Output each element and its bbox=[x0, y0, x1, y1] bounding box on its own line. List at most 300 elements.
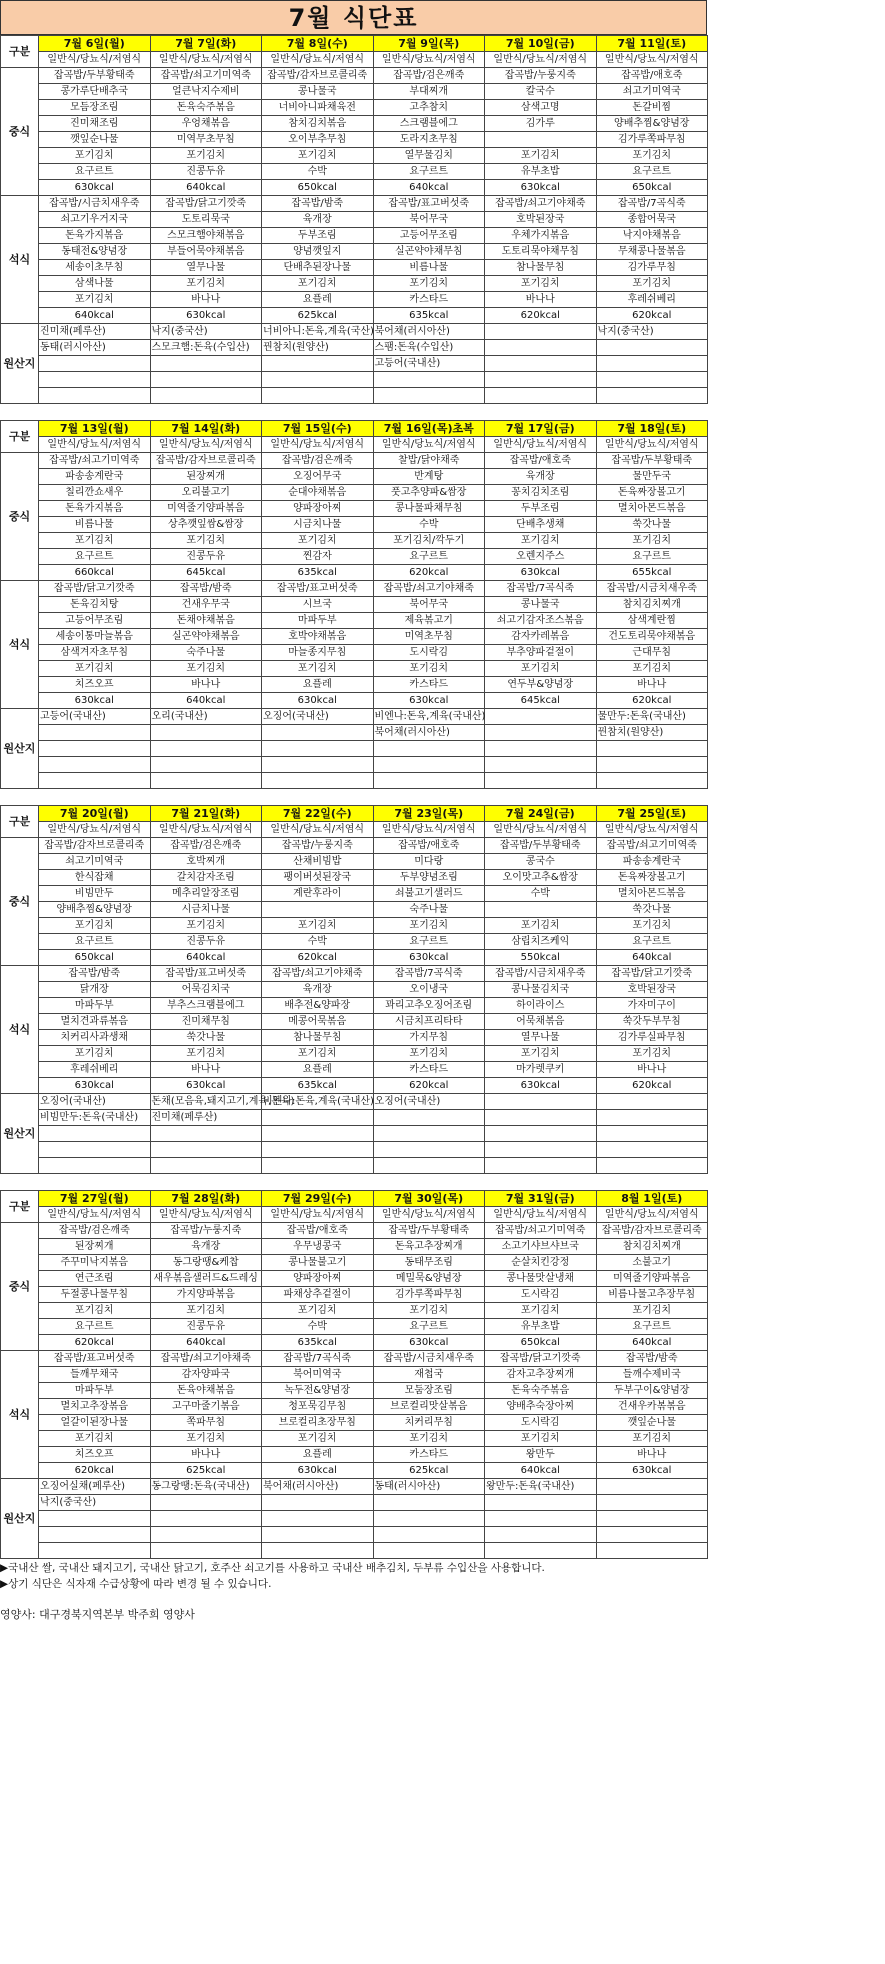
lunch-cell: 잡곡밥/검은깨죽 bbox=[150, 838, 262, 854]
origin-cell bbox=[373, 1158, 485, 1174]
origin-row bbox=[1, 1142, 708, 1158]
dinner-cell: 620kcal bbox=[485, 308, 597, 324]
notes bbox=[0, 1560, 707, 1592]
diet-type-row bbox=[1, 437, 708, 453]
origin-cell bbox=[39, 1142, 151, 1158]
dinner-cell: 녹두전&양념장 bbox=[262, 1383, 374, 1399]
dinner-cell: 종합어묵국 bbox=[596, 212, 708, 228]
dinner-cell: 630kcal bbox=[39, 693, 151, 709]
lunch-row bbox=[1, 148, 708, 164]
lunch-cell: 육개장 bbox=[150, 1239, 262, 1255]
origin-cell bbox=[373, 1511, 485, 1527]
dinner-cell: 마파두부 bbox=[39, 998, 151, 1014]
dinner-cell: 건도토리묵야채볶음 bbox=[596, 629, 708, 645]
date-cell: 7월 22일(수) bbox=[262, 806, 374, 822]
lunch-label: 중식 bbox=[1, 453, 39, 581]
lunch-cell: 635kcal bbox=[262, 1335, 374, 1351]
origin-cell bbox=[150, 388, 262, 404]
dinner-cell: 실곤약야채볶음 bbox=[150, 629, 262, 645]
date-cell: 7월 20일(월) bbox=[39, 806, 151, 822]
dinner-cell: 쑥갓나물 bbox=[150, 1030, 262, 1046]
diet-type-cell: 일반식/당뇨식/저염식 bbox=[262, 822, 374, 838]
origin-row bbox=[1, 1126, 708, 1142]
lunch-cell: 가지양파볶음 bbox=[150, 1287, 262, 1303]
origin-cell: 비엔나:돈육,계육(국내산) bbox=[262, 1094, 374, 1110]
dinner-cell: 치커리무침 bbox=[373, 1415, 485, 1431]
lunch-cell: 미역줄기양파볶음 bbox=[150, 501, 262, 517]
origin-cell: 꿘참치(원양산) bbox=[262, 340, 374, 356]
lunch-cell: 포기김치 bbox=[485, 148, 597, 164]
dinner-cell: 잡곡밥/시금치새우죽 bbox=[485, 966, 597, 982]
dinner-row bbox=[1, 966, 708, 982]
origin-cell: 진미채(페루산) bbox=[39, 324, 151, 340]
dinner-cell: 왕만두 bbox=[485, 1447, 597, 1463]
dinner-cell: 잡곡밥/7곡식죽 bbox=[596, 196, 708, 212]
dinner-cell: 포기김치 bbox=[485, 1431, 597, 1447]
dinner-cell: 630kcal bbox=[262, 1463, 374, 1479]
dinner-cell: 635kcal bbox=[262, 1078, 374, 1094]
origin-cell bbox=[262, 725, 374, 741]
origin-cell bbox=[262, 1158, 374, 1174]
diet-type-cell: 일반식/당뇨식/저염식 bbox=[150, 52, 262, 68]
dinner-cell: 포기김치 bbox=[596, 276, 708, 292]
lunch-cell: 요구르트 bbox=[39, 164, 151, 180]
lunch-cell: 파송송계란국 bbox=[596, 854, 708, 870]
lunch-cell: 비름나물 bbox=[39, 517, 151, 533]
lunch-cell: 미다랑 bbox=[373, 854, 485, 870]
lunch-cell: 요구르트 bbox=[373, 164, 485, 180]
dinner-cell: 근대무침 bbox=[596, 645, 708, 661]
dinner-cell: 후레쉬베리 bbox=[39, 1062, 151, 1078]
lunch-row bbox=[1, 950, 708, 966]
origin-cell bbox=[373, 372, 485, 388]
origin-cell bbox=[485, 725, 597, 741]
dinner-cell: 바나나 bbox=[150, 1062, 262, 1078]
lunch-cell: 진콩두유 bbox=[150, 934, 262, 950]
dinner-label: 석식 bbox=[1, 966, 39, 1094]
origin-cell bbox=[39, 1543, 151, 1559]
date-cell: 7월 10일(금) bbox=[485, 36, 597, 52]
lunch-cell: 칼국수 bbox=[485, 84, 597, 100]
dinner-cell: 잡곡밥/쇠고기야채죽 bbox=[262, 966, 374, 982]
lunch-cell: 630kcal bbox=[485, 565, 597, 581]
lunch-cell: 파송송계란국 bbox=[39, 469, 151, 485]
dinner-cell: 잡곡밥/7곡식죽 bbox=[485, 581, 597, 597]
lunch-cell bbox=[485, 902, 597, 918]
dinner-row bbox=[1, 1431, 708, 1447]
origin-row bbox=[1, 1527, 708, 1543]
date-cell: 7월 16일(목)초복 bbox=[373, 421, 485, 437]
lunch-cell: 스크램블에그 bbox=[373, 116, 485, 132]
date-cell: 7월 8일(수) bbox=[262, 36, 374, 52]
date-cell: 7월 17일(금) bbox=[485, 421, 597, 437]
lunch-cell: 635kcal bbox=[262, 565, 374, 581]
dinner-row bbox=[1, 1351, 708, 1367]
lunch-cell: 잡곡밥/쇠고기미역죽 bbox=[596, 838, 708, 854]
lunch-cell: 순살치킨강정 bbox=[485, 1255, 597, 1271]
dinner-cell: 낙지야채볶음 bbox=[596, 228, 708, 244]
lunch-cell: 단배추생채 bbox=[485, 517, 597, 533]
dinner-cell: 들깨수제비국 bbox=[596, 1367, 708, 1383]
dinner-cell: 돈육김치탕 bbox=[39, 597, 151, 613]
lunch-cell: 삼색고명 bbox=[485, 100, 597, 116]
dinner-cell: 620kcal bbox=[596, 693, 708, 709]
dinner-cell: 도토리묵야채무침 bbox=[485, 244, 597, 260]
origin-cell: 동태(러시아산) bbox=[373, 1479, 485, 1495]
date-cell: 7월 31일(금) bbox=[485, 1191, 597, 1207]
dinner-cell: 바나나 bbox=[596, 677, 708, 693]
dinner-cell: 스모크햄야채볶음 bbox=[150, 228, 262, 244]
lunch-cell: 쇠고기미역국 bbox=[39, 854, 151, 870]
lunch-cell: 요구르트 bbox=[596, 164, 708, 180]
diet-type-cell: 일반식/당뇨식/저염식 bbox=[373, 1207, 485, 1223]
origin-cell bbox=[150, 1511, 262, 1527]
lunch-row bbox=[1, 549, 708, 565]
diet-type-cell: 일반식/당뇨식/저염식 bbox=[150, 1207, 262, 1223]
origin-cell: 너비아니:돈육,계육(국산) bbox=[262, 324, 374, 340]
dinner-cell: 양배추숙장아찌 bbox=[485, 1399, 597, 1415]
lunch-row bbox=[1, 918, 708, 934]
lunch-row bbox=[1, 453, 708, 469]
dinner-cell: 들깨무채국 bbox=[39, 1367, 151, 1383]
dinner-cell: 잡곡밥/밤죽 bbox=[39, 966, 151, 982]
lunch-cell: 소불고기 bbox=[596, 1255, 708, 1271]
dinner-cell: 건새우무국 bbox=[150, 597, 262, 613]
dinner-cell: 630kcal bbox=[150, 308, 262, 324]
origin-cell: 고등어(국내산) bbox=[39, 709, 151, 725]
date-cell: 7월 23일(목) bbox=[373, 806, 485, 822]
dinner-row bbox=[1, 1399, 708, 1415]
lunch-cell: 오리불고기 bbox=[150, 485, 262, 501]
lunch-cell: 양파장아찌 bbox=[262, 501, 374, 517]
lunch-cell: 요구르트 bbox=[596, 934, 708, 950]
date-cell: 7월 6일(월) bbox=[39, 36, 151, 52]
lunch-cell: 잡곡밥/검은깨죽 bbox=[39, 1223, 151, 1239]
date-cell: 8월 1일(토) bbox=[596, 1191, 708, 1207]
origin-row bbox=[1, 1094, 708, 1110]
origin-cell bbox=[39, 1527, 151, 1543]
dinner-cell: 어묵채볶음 bbox=[485, 1014, 597, 1030]
origin-cell bbox=[39, 388, 151, 404]
dinner-cell: 바나나 bbox=[150, 677, 262, 693]
origin-row bbox=[1, 1543, 708, 1559]
diet-type-cell: 일반식/당뇨식/저염식 bbox=[596, 437, 708, 453]
dinner-cell: 브로컬리초장무침 bbox=[262, 1415, 374, 1431]
dinner-cell: 바나나 bbox=[150, 1447, 262, 1463]
dinner-cell: 치커리사과생채 bbox=[39, 1030, 151, 1046]
dinner-cell: 감자카레볶음 bbox=[485, 629, 597, 645]
lunch-cell: 포기김치 bbox=[262, 148, 374, 164]
dinner-cell: 620kcal bbox=[596, 1078, 708, 1094]
dinner-cell: 치즈오프 bbox=[39, 1447, 151, 1463]
origin-cell bbox=[150, 1495, 262, 1511]
lunch-cell: 640kcal bbox=[373, 180, 485, 196]
date-cell: 7월 21일(화) bbox=[150, 806, 262, 822]
lunch-cell: 잡곡밥/누룽지죽 bbox=[485, 68, 597, 84]
lunch-cell: 요구르트 bbox=[39, 549, 151, 565]
lunch-row bbox=[1, 1287, 708, 1303]
dinner-cell: 포기김치 bbox=[150, 276, 262, 292]
origin-cell bbox=[485, 356, 597, 372]
dinner-cell: 포기김치 bbox=[373, 1431, 485, 1447]
dinner-cell: 부들어묵야채볶음 bbox=[150, 244, 262, 260]
lunch-cell bbox=[262, 902, 374, 918]
lunch-cell: 된장찌개 bbox=[39, 1239, 151, 1255]
lunch-cell: 요구르트 bbox=[373, 1319, 485, 1335]
dinner-row bbox=[1, 1078, 708, 1094]
week-table bbox=[0, 420, 708, 789]
lunch-cell: 수박 bbox=[262, 1319, 374, 1335]
origin-cell bbox=[150, 356, 262, 372]
origin-cell bbox=[373, 1543, 485, 1559]
lunch-cell: 620kcal bbox=[262, 950, 374, 966]
lunch-cell: 요구르트 bbox=[39, 1319, 151, 1335]
dinner-cell: 630kcal bbox=[39, 1078, 151, 1094]
lunch-cell: 삼립치즈케익 bbox=[485, 934, 597, 950]
dinner-cell: 포기김치 bbox=[262, 661, 374, 677]
dinner-cell: 쇠고기우거지국 bbox=[39, 212, 151, 228]
dinner-label: 석식 bbox=[1, 196, 39, 324]
dinner-cell: 북어미역국 bbox=[262, 1367, 374, 1383]
lunch-cell: 산채비빔밥 bbox=[262, 854, 374, 870]
diet-type-cell: 일반식/당뇨식/저염식 bbox=[373, 52, 485, 68]
dinner-cell: 오이냉국 bbox=[373, 982, 485, 998]
lunch-row bbox=[1, 132, 708, 148]
lunch-cell: 포기김치 bbox=[485, 1303, 597, 1319]
dinner-cell: 연두부&양념장 bbox=[485, 677, 597, 693]
lunch-cell: 잡곡밥/쇠고기미역죽 bbox=[485, 1223, 597, 1239]
lunch-row bbox=[1, 934, 708, 950]
dinner-row bbox=[1, 613, 708, 629]
dinner-cell: 고구마줄기볶음 bbox=[150, 1399, 262, 1415]
dinner-cell: 포기김치 bbox=[262, 276, 374, 292]
diet-type-cell: 일반식/당뇨식/저염식 bbox=[150, 822, 262, 838]
dinner-cell: 가지무침 bbox=[373, 1030, 485, 1046]
lunch-cell: 포기김치 bbox=[39, 148, 151, 164]
lunch-cell: 반계탕 bbox=[373, 469, 485, 485]
date-cell: 7월 7일(화) bbox=[150, 36, 262, 52]
dinner-cell: 세송이통마늘볶음 bbox=[39, 629, 151, 645]
dinner-cell: 잡곡밥/7곡식죽 bbox=[262, 1351, 374, 1367]
origin-cell: 꿘참치(원양산) bbox=[596, 725, 708, 741]
origin-label: 원산지 bbox=[1, 1094, 39, 1174]
origin-cell bbox=[262, 1142, 374, 1158]
dinner-cell: 잡곡밥/시금치새우죽 bbox=[596, 581, 708, 597]
origin-row bbox=[1, 1511, 708, 1527]
origin-row bbox=[1, 709, 708, 725]
dinner-cell: 잡곡밥/밤죽 bbox=[150, 581, 262, 597]
dinner-row bbox=[1, 982, 708, 998]
lunch-cell: 너비아니파채육전 bbox=[262, 100, 374, 116]
origin-cell bbox=[262, 1527, 374, 1543]
dinner-cell: 미역초무침 bbox=[373, 629, 485, 645]
lunch-cell: 포기김치 bbox=[150, 1303, 262, 1319]
lunch-cell: 두부조림 bbox=[485, 501, 597, 517]
origin-cell bbox=[262, 388, 374, 404]
lunch-cell: 포기김치 bbox=[150, 918, 262, 934]
origin-row bbox=[1, 356, 708, 372]
lunch-cell: 630kcal bbox=[373, 1335, 485, 1351]
date-cell: 7월 29일(수) bbox=[262, 1191, 374, 1207]
date-cell: 7월 15일(수) bbox=[262, 421, 374, 437]
origin-cell bbox=[262, 372, 374, 388]
origin-cell bbox=[485, 1126, 597, 1142]
dinner-cell: 포기김치 bbox=[596, 1046, 708, 1062]
origin-cell bbox=[39, 1511, 151, 1527]
dinner-cell: 625kcal bbox=[150, 1463, 262, 1479]
lunch-cell: 660kcal bbox=[39, 565, 151, 581]
lunch-cell: 파채상추겉절이 bbox=[262, 1287, 374, 1303]
lunch-row bbox=[1, 1303, 708, 1319]
lunch-cell: 수박 bbox=[485, 886, 597, 902]
lunch-cell: 잡곡밥/애호죽 bbox=[485, 453, 597, 469]
origin-cell: 스모크햄:돈육(수입산) bbox=[150, 340, 262, 356]
dinner-cell: 잡곡밥/닭고기깟죽 bbox=[39, 581, 151, 597]
origin-cell bbox=[485, 1527, 597, 1543]
lunch-cell: 640kcal bbox=[150, 950, 262, 966]
origin-cell bbox=[485, 1495, 597, 1511]
lunch-cell: 620kcal bbox=[39, 1335, 151, 1351]
lunch-cell: 상추깻잎쌈&쌈장 bbox=[150, 517, 262, 533]
origin-cell bbox=[485, 741, 597, 757]
dinner-cell: 640kcal bbox=[150, 693, 262, 709]
dinner-cell: 635kcal bbox=[373, 308, 485, 324]
lunch-cell: 메추리알장조림 bbox=[150, 886, 262, 902]
lunch-cell: 참치김치볶음 bbox=[262, 116, 374, 132]
dinner-row bbox=[1, 276, 708, 292]
dinner-cell: 콩나물김치국 bbox=[485, 982, 597, 998]
dinner-cell: 호박된장국 bbox=[596, 982, 708, 998]
date-cell: 7월 28일(화) bbox=[150, 1191, 262, 1207]
lunch-cell: 모듬장조림 bbox=[39, 100, 151, 116]
dinner-cell: 잡곡밥/표고버섯죽 bbox=[150, 966, 262, 982]
lunch-label: 중식 bbox=[1, 1223, 39, 1351]
dinner-cell: 치즈오프 bbox=[39, 677, 151, 693]
dinner-cell: 돈육야채볶음 bbox=[150, 1383, 262, 1399]
origin-cell bbox=[39, 356, 151, 372]
dinner-cell: 잡곡밥/시금치새우죽 bbox=[39, 196, 151, 212]
origin-cell bbox=[373, 1142, 485, 1158]
dinner-row bbox=[1, 581, 708, 597]
dinner-cell: 세송이초무침 bbox=[39, 260, 151, 276]
dinner-cell: 포기김치 bbox=[39, 1046, 151, 1062]
lunch-cell: 육개장 bbox=[485, 469, 597, 485]
origin-cell bbox=[485, 709, 597, 725]
lunch-cell: 잡곡밥/감자브로콜리죽 bbox=[262, 68, 374, 84]
origin-cell: 북어채(러시아산) bbox=[373, 324, 485, 340]
lunch-cell: 돈육고추장찌개 bbox=[373, 1239, 485, 1255]
lunch-cell: 물만두국 bbox=[596, 469, 708, 485]
lunch-cell: 김가루쪽파무침 bbox=[596, 132, 708, 148]
dinner-cell: 재첩국 bbox=[373, 1367, 485, 1383]
dinner-cell: 바나나 bbox=[596, 1447, 708, 1463]
origin-cell bbox=[39, 773, 151, 789]
dinner-cell: 돈육가지볶음 bbox=[39, 228, 151, 244]
dinner-cell: 630kcal bbox=[150, 1078, 262, 1094]
dinner-cell: 잡곡밥/밤죽 bbox=[596, 1351, 708, 1367]
dinner-cell: 쪽파무침 bbox=[150, 1415, 262, 1431]
lunch-cell: 콩나물국 bbox=[262, 84, 374, 100]
lunch-cell: 참치김치찌개 bbox=[596, 1239, 708, 1255]
dinner-cell: 감자고추장찌개 bbox=[485, 1367, 597, 1383]
lunch-cell: 포기김치 bbox=[39, 533, 151, 549]
diet-type-cell: 일반식/당뇨식/저염식 bbox=[373, 437, 485, 453]
lunch-cell: 요구르트 bbox=[39, 934, 151, 950]
origin-cell bbox=[373, 1110, 485, 1126]
week-gap bbox=[0, 1174, 707, 1190]
dinner-cell: 멸치견과류볶음 bbox=[39, 1014, 151, 1030]
origin-cell bbox=[485, 1094, 597, 1110]
date-cell: 7월 30일(목) bbox=[373, 1191, 485, 1207]
lunch-cell: 640kcal bbox=[150, 180, 262, 196]
lunch-row bbox=[1, 164, 708, 180]
lunch-cell: 잡곡밥/누룽지죽 bbox=[262, 838, 374, 854]
origin-cell bbox=[485, 1511, 597, 1527]
lunch-cell: 오징어무국 bbox=[262, 469, 374, 485]
lunch-cell: 콩국수 bbox=[485, 854, 597, 870]
lunch-cell: 비름나물고추장무침 bbox=[596, 1287, 708, 1303]
dinner-cell: 도토리묵국 bbox=[150, 212, 262, 228]
lunch-cell: 주꾸미낙지볶음 bbox=[39, 1255, 151, 1271]
origin-cell bbox=[485, 324, 597, 340]
origin-cell bbox=[39, 757, 151, 773]
dinner-cell: 포기김치 bbox=[485, 1046, 597, 1062]
lunch-cell: 메밀묵&양념장 bbox=[373, 1271, 485, 1287]
lunch-row bbox=[1, 1319, 708, 1335]
origin-cell bbox=[485, 757, 597, 773]
lunch-row bbox=[1, 565, 708, 581]
diet-type-cell: 일반식/당뇨식/저염식 bbox=[150, 437, 262, 453]
lunch-cell: 새우볶음샐러드&드레싱 bbox=[150, 1271, 262, 1287]
dinner-cell: 630kcal bbox=[596, 1463, 708, 1479]
dinner-cell: 열무나물 bbox=[485, 1030, 597, 1046]
dinner-row bbox=[1, 677, 708, 693]
diet-type-cell: 일반식/당뇨식/저염식 bbox=[485, 1207, 597, 1223]
diet-type-cell: 일반식/당뇨식/저염식 bbox=[485, 822, 597, 838]
lunch-cell: 650kcal bbox=[39, 950, 151, 966]
lunch-cell: 소고기샤브샤브국 bbox=[485, 1239, 597, 1255]
lunch-cell: 돈갈비찜 bbox=[596, 100, 708, 116]
origin-cell bbox=[150, 725, 262, 741]
lunch-cell: 포기김치 bbox=[596, 1303, 708, 1319]
lunch-cell: 시금치나물 bbox=[262, 517, 374, 533]
lunch-cell: 수박 bbox=[262, 934, 374, 950]
origin-cell bbox=[596, 773, 708, 789]
lunch-cell: 콩나물불고기 bbox=[262, 1255, 374, 1271]
lunch-cell: 찰밥/닭야채죽 bbox=[373, 453, 485, 469]
diet-type-cell: 일반식/당뇨식/저염식 bbox=[39, 1207, 151, 1223]
origin-cell bbox=[262, 1110, 374, 1126]
dinner-cell: 도시락김 bbox=[485, 1415, 597, 1431]
date-cell: 7월 9일(목) bbox=[373, 36, 485, 52]
origin-cell bbox=[150, 1527, 262, 1543]
origin-cell: 낙지(중국산) bbox=[596, 324, 708, 340]
dinner-row bbox=[1, 693, 708, 709]
dinner-cell: 630kcal bbox=[262, 693, 374, 709]
origin-cell bbox=[150, 1142, 262, 1158]
dinner-cell: 쑥갓두부무침 bbox=[596, 1014, 708, 1030]
dinner-cell: 잡곡밥/쇠고기야채죽 bbox=[150, 1351, 262, 1367]
origin-cell bbox=[485, 388, 597, 404]
lunch-cell: 유부초밥 bbox=[485, 1319, 597, 1335]
origin-cell bbox=[485, 372, 597, 388]
origin-row bbox=[1, 340, 708, 356]
gubun-label: 구분 bbox=[1, 36, 39, 68]
lunch-row bbox=[1, 100, 708, 116]
dinner-cell: 포기김치 bbox=[150, 1431, 262, 1447]
lunch-cell: 오이맛고추&쌈장 bbox=[485, 870, 597, 886]
lunch-cell: 쑥갓나물 bbox=[596, 902, 708, 918]
